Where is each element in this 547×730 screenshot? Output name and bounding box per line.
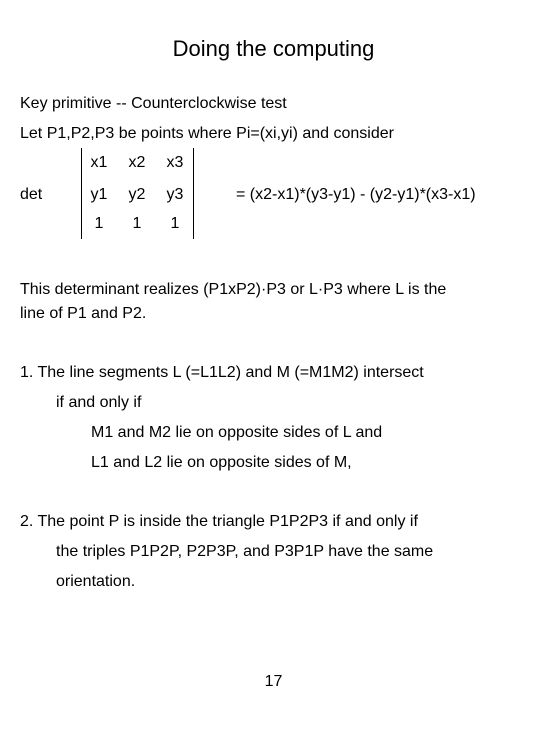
list-item-1-line: M1 and M2 lie on opposite sides of L and xyxy=(91,424,383,441)
list-item-1-line: L1 and L2 lie on opposite sides of M, xyxy=(91,454,352,471)
matrix-cell: 1 xyxy=(94,215,104,232)
key-primitive-line: Key primitive -- Counterclockwise test xyxy=(20,95,287,112)
matrix-cell: x3 xyxy=(166,154,184,171)
matrix-cell: 1 xyxy=(170,215,180,232)
determinant-matrix xyxy=(81,148,194,239)
list-item-2: 2. The point P is inside the triangle P1P2P3 if and only if xyxy=(20,513,418,530)
paragraph-line: line of P1 and P2. xyxy=(20,305,147,322)
list-item-1: 1. The line segments L (=L1L2) and M (=M1M2) intersect xyxy=(20,364,424,381)
page-number: 17 xyxy=(264,673,283,690)
det-label: det xyxy=(20,186,43,203)
list-item-1-line: if and only if xyxy=(56,394,142,411)
paragraph-line: This determinant realizes (P1xP2)·P3 or L·P3 where L is the xyxy=(20,281,447,298)
determinant-formula: = (x2-x1)*(y3-y1) - (y2-y1)*(x3-x1) xyxy=(236,186,476,203)
list-item-2-line: the triples P1P2P, P2P3P, and P3P1P have the same xyxy=(56,543,434,560)
matrix-cell: x1 xyxy=(90,154,108,171)
matrix-cell: x2 xyxy=(128,154,146,171)
list-item-2-line: orientation. xyxy=(56,573,136,590)
matrix-cell: y3 xyxy=(166,186,184,203)
matrix-cell: y1 xyxy=(90,186,108,203)
matrix-cell: 1 xyxy=(132,215,142,232)
slide-title: Doing the computing xyxy=(172,36,375,61)
matrix-cell: y2 xyxy=(128,186,146,203)
points-definition-line: Let P1,P2,P3 be points where Pi=(xi,yi) and consider xyxy=(20,125,394,142)
